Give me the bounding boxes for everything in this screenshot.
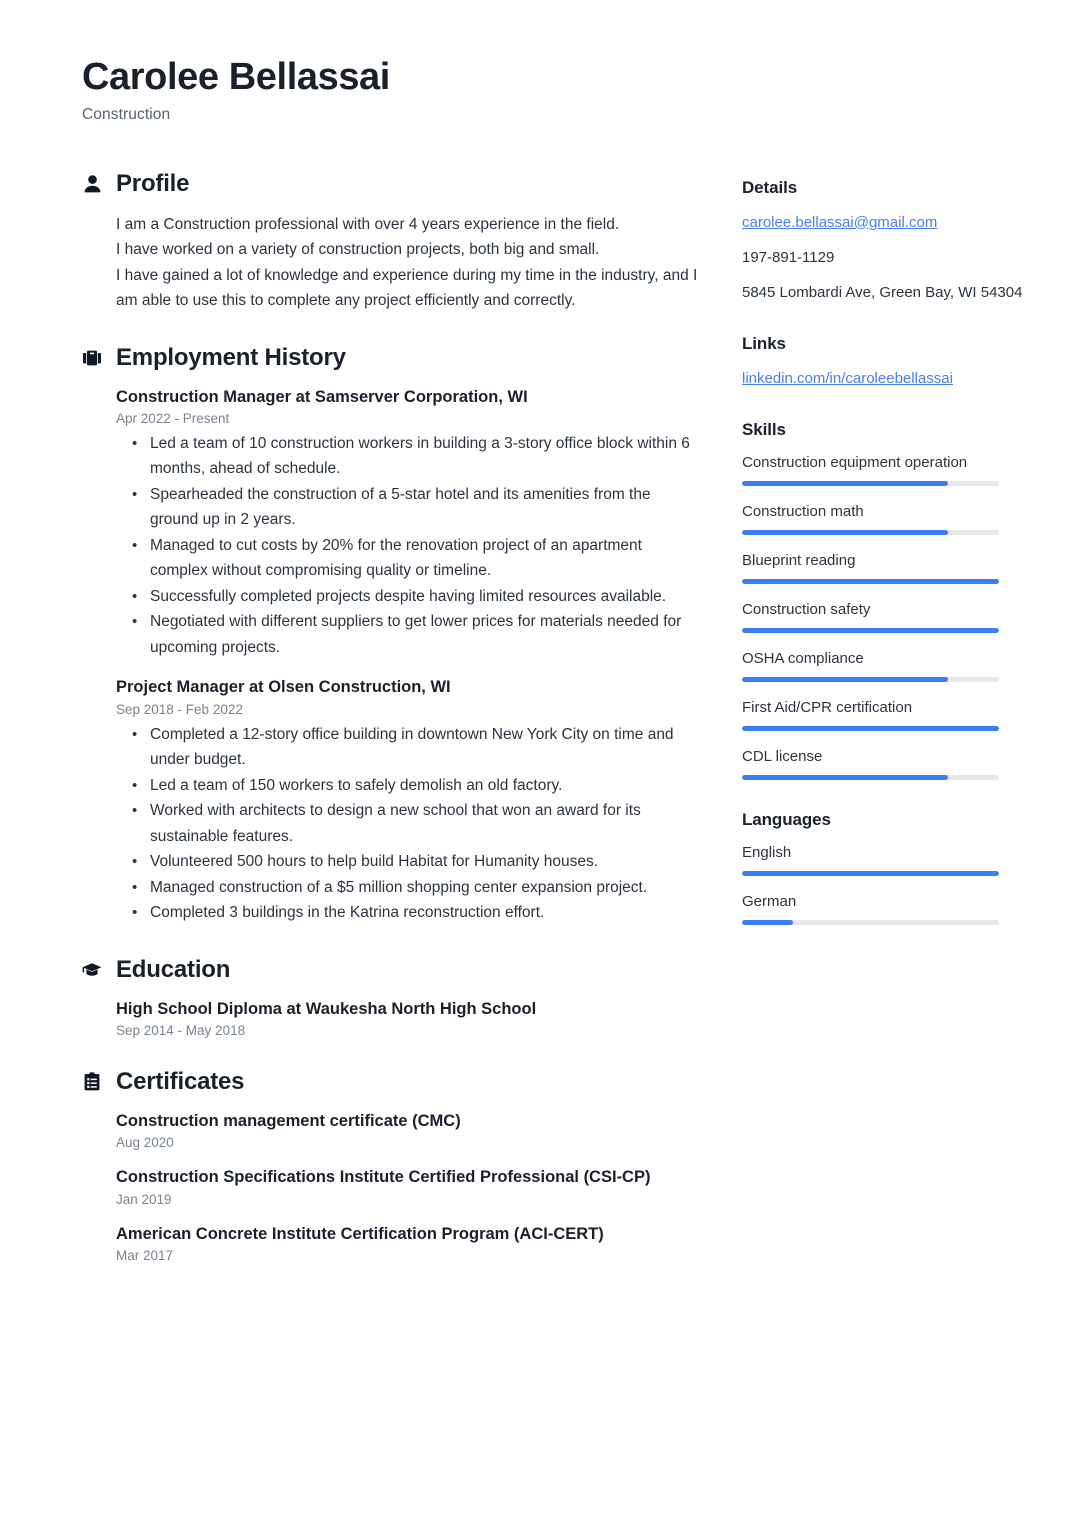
certificate-title: American Concrete Institute Certification Program (ACI-CERT) <box>116 1224 604 1243</box>
employment-body <box>82 386 702 926</box>
language-meter-track <box>742 871 999 876</box>
skill-label: Blueprint reading <box>742 551 856 569</box>
skill-meter-track <box>742 775 999 780</box>
skill-meter-track <box>742 481 999 486</box>
section-employment-history <box>82 344 702 926</box>
skill-label: Construction safety <box>742 600 871 618</box>
skill-row <box>742 649 1042 682</box>
skill-label: First Aid/CPR certification <box>742 698 913 716</box>
skill-meter-fill <box>742 481 948 486</box>
sidebar-section-skills <box>742 420 1042 780</box>
candidate-name: Carolee Bellassai <box>82 56 390 98</box>
education-body <box>82 998 702 1038</box>
resume-columns <box>82 170 1022 1293</box>
skill-meter-fill <box>742 628 999 633</box>
link-row <box>742 367 1042 390</box>
skill-meter-fill <box>742 775 948 780</box>
certificate-date: Mar 2017 <box>116 1247 174 1263</box>
job-bullet-list <box>116 431 702 661</box>
language-meter-track <box>742 920 999 925</box>
main-column <box>82 170 702 1293</box>
language-row <box>742 892 1042 925</box>
skill-meter-fill <box>742 530 948 535</box>
skill-meter-track <box>742 677 999 682</box>
job-bullet: • Completed 3 buildings in the Katrina reconstruction effort. <box>116 900 702 926</box>
certificate-date: Jan 2019 <box>116 1191 172 1207</box>
education-date-range: Sep 2014 - May 2018 <box>116 1022 246 1038</box>
sidebar-title-details: Details <box>742 177 798 197</box>
certificates-body <box>82 1110 702 1263</box>
section-header-education <box>82 956 702 984</box>
certificate-title: Construction management certificate (CMC) <box>116 1111 461 1130</box>
employment-entry <box>116 386 702 661</box>
job-title: Project Manager at Olsen Construction, WI <box>116 678 451 697</box>
skill-meter-track <box>742 628 999 633</box>
phone-text: 197-891-1129 <box>742 248 835 266</box>
certificate-entry <box>116 1166 702 1206</box>
profile-body <box>82 212 702 314</box>
language-label: English <box>742 843 792 861</box>
job-bullet: • Negotiated with different suppliers to get lower prices for materials needed for upcoming projects. <box>116 609 702 660</box>
skill-label: Construction equipment operation <box>742 453 968 471</box>
skill-meter-fill <box>742 677 948 682</box>
section-title-education: Education <box>116 955 231 983</box>
clipboard-icon <box>82 1071 102 1093</box>
section-profile <box>82 170 702 314</box>
job-bullet-list <box>116 722 702 926</box>
section-title-profile: Profile <box>116 169 190 197</box>
skill-meter-fill <box>742 726 999 731</box>
skill-row <box>742 600 1042 633</box>
education-title: High School Diploma at Waukesha North High School <box>116 999 537 1018</box>
section-header-profile <box>82 170 702 198</box>
profile-line: I have worked on a variety of construction projects, both big and small. <box>116 241 600 259</box>
sidebar-title-skills: Skills <box>742 419 786 439</box>
language-meter-fill <box>742 920 793 925</box>
skill-row <box>742 698 1042 731</box>
skill-meter-fill <box>742 579 999 584</box>
job-date-range: Apr 2022 - Present <box>116 410 230 426</box>
education-entry <box>116 998 702 1038</box>
job-date-range: Sep 2018 - Feb 2022 <box>116 701 243 717</box>
candidate-job-title: Construction <box>82 105 171 123</box>
job-bullet: • Managed to cut costs by 20% for the renovation project of an apartment complex without compromising quality or timeline. <box>116 533 702 584</box>
sidebar-title-languages: Languages <box>742 809 831 829</box>
sidebar-section-languages <box>742 810 1042 925</box>
certificate-title: Construction Specifications Institute Certified Professional (CSI-CP) <box>116 1168 651 1187</box>
sidebar-title-links: Links <box>742 333 786 353</box>
sidebar-section-links <box>742 334 1042 390</box>
job-bullet: • Completed a 12-story office building in downtown New York City on time and under budget. <box>116 722 702 773</box>
email-row <box>742 211 1042 234</box>
skill-label: Construction math <box>742 502 864 520</box>
email-link[interactable]: carolee.bellassai@gmail.com <box>742 213 938 231</box>
job-bullet: • Led a team of 150 workers to safely demolish an old factory. <box>116 773 702 799</box>
skill-meter-track <box>742 726 999 731</box>
briefcase-icon <box>82 347 102 369</box>
resume-header <box>82 56 1022 124</box>
skill-row <box>742 453 1042 486</box>
section-title-certificates: Certificates <box>116 1067 245 1095</box>
skill-label: OSHA compliance <box>742 649 864 667</box>
profile-line: I am a Construction professional with over 4 years experience in the field. <box>116 215 620 233</box>
skill-meter-track <box>742 530 999 535</box>
job-bullet: • Worked with architects to design a new school that won an award for its sustainable features. <box>116 798 702 849</box>
language-label: German <box>742 892 797 910</box>
section-header-employment <box>82 344 702 372</box>
certificate-date: Aug 2020 <box>116 1135 174 1151</box>
employment-entry <box>116 676 702 925</box>
graduation-cap-icon <box>82 959 102 981</box>
skill-row <box>742 502 1042 535</box>
job-title: Construction Manager at Samserver Corporation, WI <box>116 387 528 406</box>
sidebar-section-details <box>742 178 1042 304</box>
job-bullet: • Volunteered 500 hours to help build Habitat for Humanity houses. <box>116 849 702 875</box>
section-certificates <box>82 1068 702 1263</box>
profile-line: I have gained a lot of knowledge and experience during my time in the industry, and I am able to use this to complete any project efficiently and correctly. <box>116 266 698 310</box>
skill-label: CDL license <box>742 747 823 765</box>
skill-row <box>742 747 1042 780</box>
section-header-certificates <box>82 1068 702 1096</box>
skill-row <box>742 551 1042 584</box>
sidebar-column <box>742 170 1042 955</box>
language-row <box>742 843 1042 876</box>
person-icon <box>82 173 102 195</box>
certificate-entry <box>116 1110 702 1150</box>
certificate-entry <box>116 1223 702 1263</box>
job-bullet: • Successfully completed projects despite having limited resources available. <box>116 584 702 610</box>
section-education <box>82 956 702 1038</box>
job-bullet: • Led a team of 10 construction workers in building a 3-story office block within 6 months, ahead of schedule. <box>116 431 702 482</box>
address-text: 5845 Lombardi Ave, Green Bay, WI 54304 <box>742 283 1023 301</box>
language-meter-fill <box>742 871 999 876</box>
linkedin-link[interactable]: linkedin.com/in/caroleebellassai <box>742 369 953 387</box>
job-bullet: • Managed construction of a $5 million shopping center expansion project. <box>116 875 702 901</box>
skill-meter-track <box>742 579 999 584</box>
job-bullet: • Spearheaded the construction of a 5-star hotel and its amenities from the ground up in 2 years. <box>116 482 702 533</box>
section-title-employment: Employment History <box>116 343 346 371</box>
